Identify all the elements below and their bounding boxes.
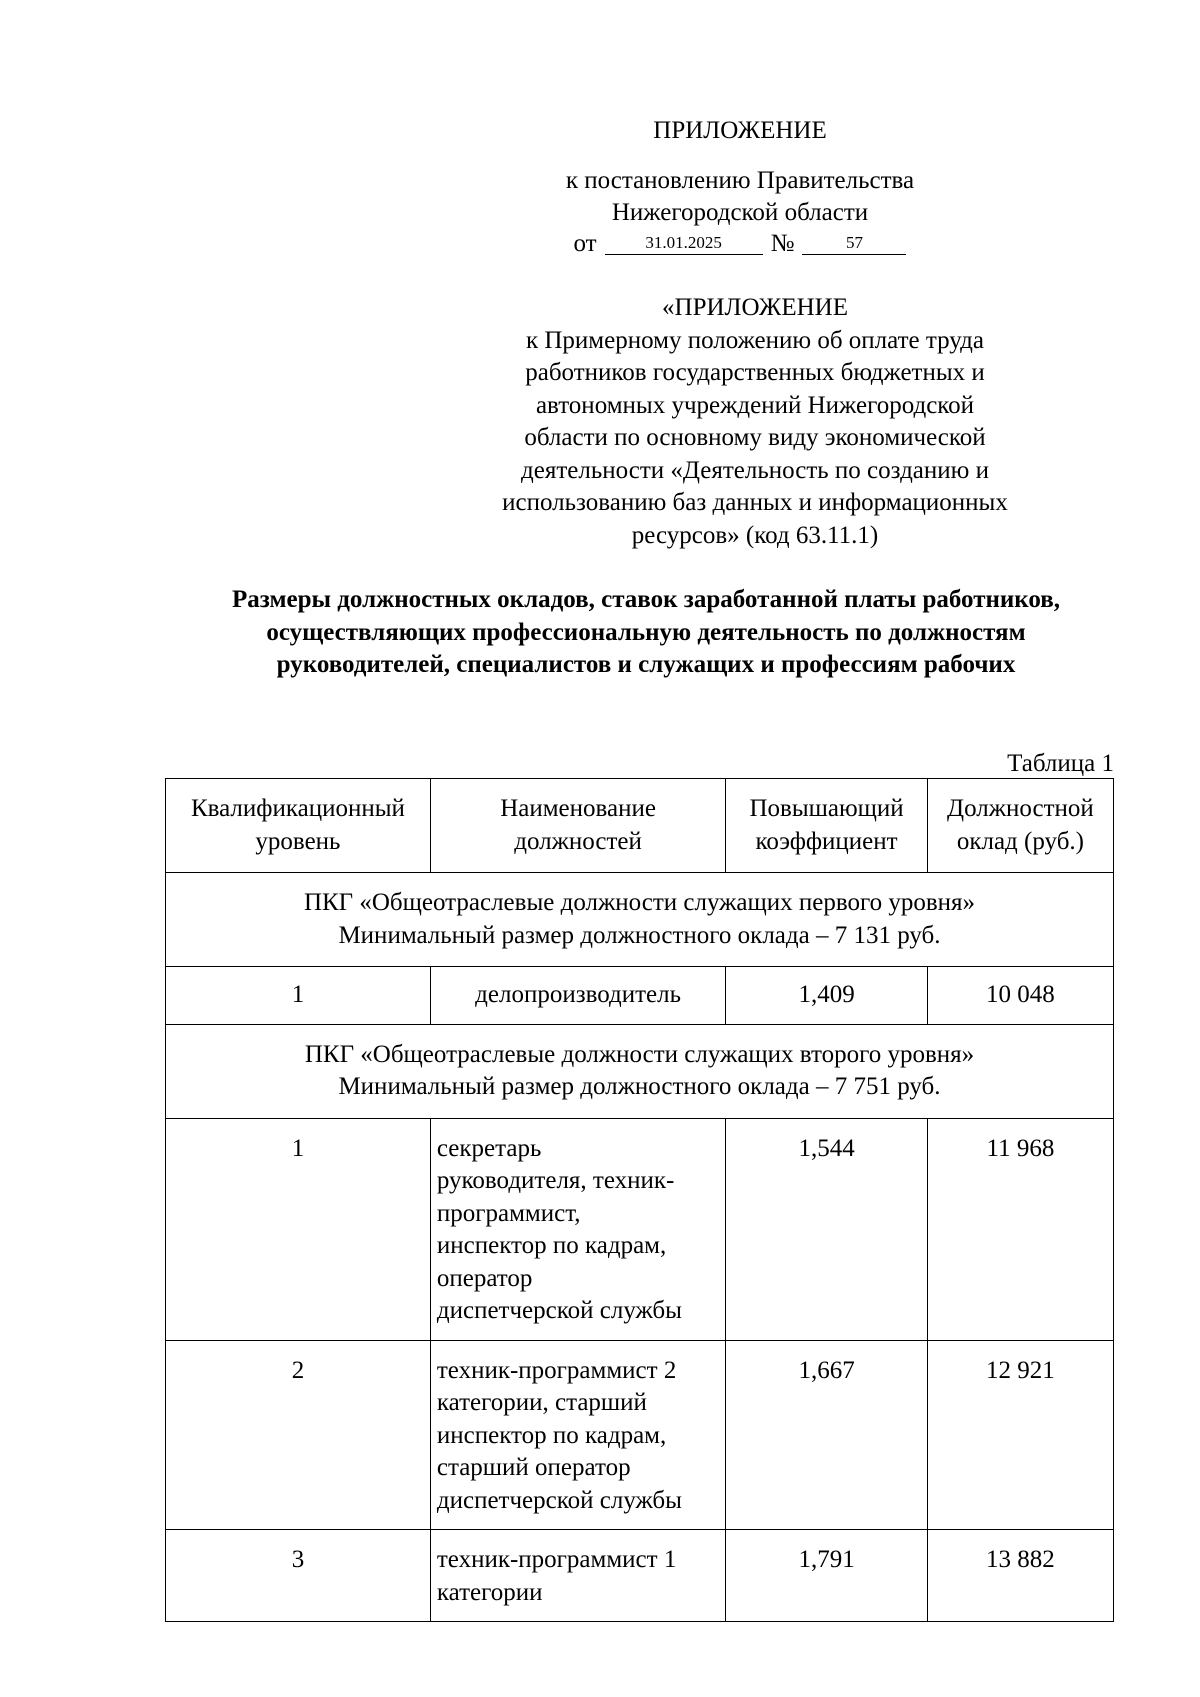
cell-coefficient: 1,544 [726, 1118, 928, 1340]
cell-level: 1 [166, 1118, 431, 1340]
appendix-line: к постановлению Правительства [565, 167, 915, 194]
header-text: оклад (руб.) [956, 827, 1084, 855]
header-coefficient [726, 779, 928, 873]
header-text: Повышающий [749, 795, 904, 822]
position-line: техник-программист 1 [436, 1546, 677, 1573]
position-line: руководителя, техник- [436, 1167, 675, 1194]
header-text: должностей [514, 827, 642, 855]
group-title: ПКГ «Общеотраслевые должности служащих первого уровня» [303, 889, 976, 916]
table-row [166, 1340, 1114, 1530]
cell-level: 1 [166, 967, 431, 1025]
decree-number: 57 [802, 232, 906, 255]
cell-salary: 12 921 [927, 1340, 1113, 1530]
heading-line: осуществляющих профессиональную деятельность по должностям [266, 618, 1026, 646]
number-sign: № [770, 230, 795, 257]
inner-appendix-line: использованию баз данных и информационных [502, 489, 1008, 516]
position-line: оператор [436, 1264, 533, 1292]
header-qualification-level [166, 779, 431, 873]
inner-appendix-line: автономных учреждений Нижегородской [535, 391, 975, 419]
cell-positions [430, 1118, 725, 1340]
inner-appendix-line: «ПРИЛОЖЕНИЕ [662, 294, 848, 321]
header-position-name [430, 779, 725, 873]
header-text: Квалификационный [190, 795, 405, 822]
cell-salary: 13 882 [927, 1530, 1113, 1622]
position-line: диспетчерской службы [436, 1486, 682, 1514]
inner-appendix [440, 292, 1070, 552]
header-text: уровень [255, 827, 341, 855]
cell-positions [430, 1340, 725, 1530]
decree-date-line [410, 228, 1070, 260]
decree-date: 31.01.2025 [605, 232, 763, 255]
table-row [166, 967, 1114, 1025]
appendix-title: ПРИЛОЖЕНИЕ [653, 117, 827, 144]
position-line: категории [436, 1578, 543, 1606]
inner-appendix-line: области по основному виду экономической [524, 424, 986, 451]
group-cell [166, 1024, 1114, 1118]
group-title: ПКГ «Общеотраслевые должности служащих второго уровня» [304, 1040, 975, 1068]
heading-line: руководителей, специалистов и служащих и профессиям рабочих [276, 651, 1016, 678]
group-cell [166, 873, 1114, 967]
position-line: диспетчерской службы [436, 1297, 682, 1324]
group-row [166, 873, 1114, 967]
header-salary [927, 779, 1113, 873]
cell-coefficient: 1,667 [726, 1340, 928, 1530]
position-line: инспектор по кадрам, [436, 1232, 667, 1259]
cell-positions: делопроизводитель [430, 967, 725, 1025]
cell-salary: 10 048 [927, 967, 1113, 1025]
group-row [166, 1024, 1114, 1118]
cell-level: 3 [166, 1530, 431, 1622]
position-line: программист, [436, 1199, 581, 1227]
heading-line: Размеры должностных окладов, ставок заработанной платы работников, [231, 586, 1060, 613]
table-row [166, 1530, 1114, 1622]
group-min-salary: Минимальный размер должностного оклада – 7 131 руб. [338, 921, 941, 949]
salary-table [165, 778, 1114, 1622]
position-line: инспектор по кадрам, [436, 1421, 667, 1449]
document-heading [160, 584, 1132, 682]
appendix-line: Нижегородской области [611, 199, 869, 226]
cell-positions [430, 1530, 725, 1622]
header-text: Наименование [500, 795, 656, 822]
date-prefix: от [573, 230, 597, 257]
cell-salary: 11 968 [927, 1118, 1113, 1340]
table-label: Таблица 1 [1007, 750, 1114, 777]
header-text: коэффициент [755, 827, 898, 855]
table-row [166, 1118, 1114, 1340]
position-line: техник-программист 2 [436, 1356, 677, 1384]
inner-appendix-line: работников государственных бюджетных и [525, 359, 985, 386]
cell-coefficient: 1,409 [726, 967, 928, 1025]
cell-coefficient: 1,791 [726, 1530, 928, 1622]
position-line: секретарь [436, 1134, 542, 1162]
group-min-salary: Минимальный размер должностного оклада – 7 751 руб. [338, 1073, 941, 1100]
appendix-decree-ref [410, 165, 1070, 229]
cell-level: 2 [166, 1340, 431, 1530]
inner-appendix-line: деятельности «Деятельность по созданию и [521, 456, 989, 484]
position-line: старший оператор [436, 1454, 631, 1481]
table-header-row [166, 779, 1114, 873]
header-text: Должностной [947, 795, 1094, 822]
position-line: категории, старший [436, 1389, 647, 1416]
inner-appendix-line: ресурсов» (код 63.11.1) [631, 521, 879, 549]
inner-appendix-line: к Примерному положению об оплате труда [525, 326, 985, 354]
